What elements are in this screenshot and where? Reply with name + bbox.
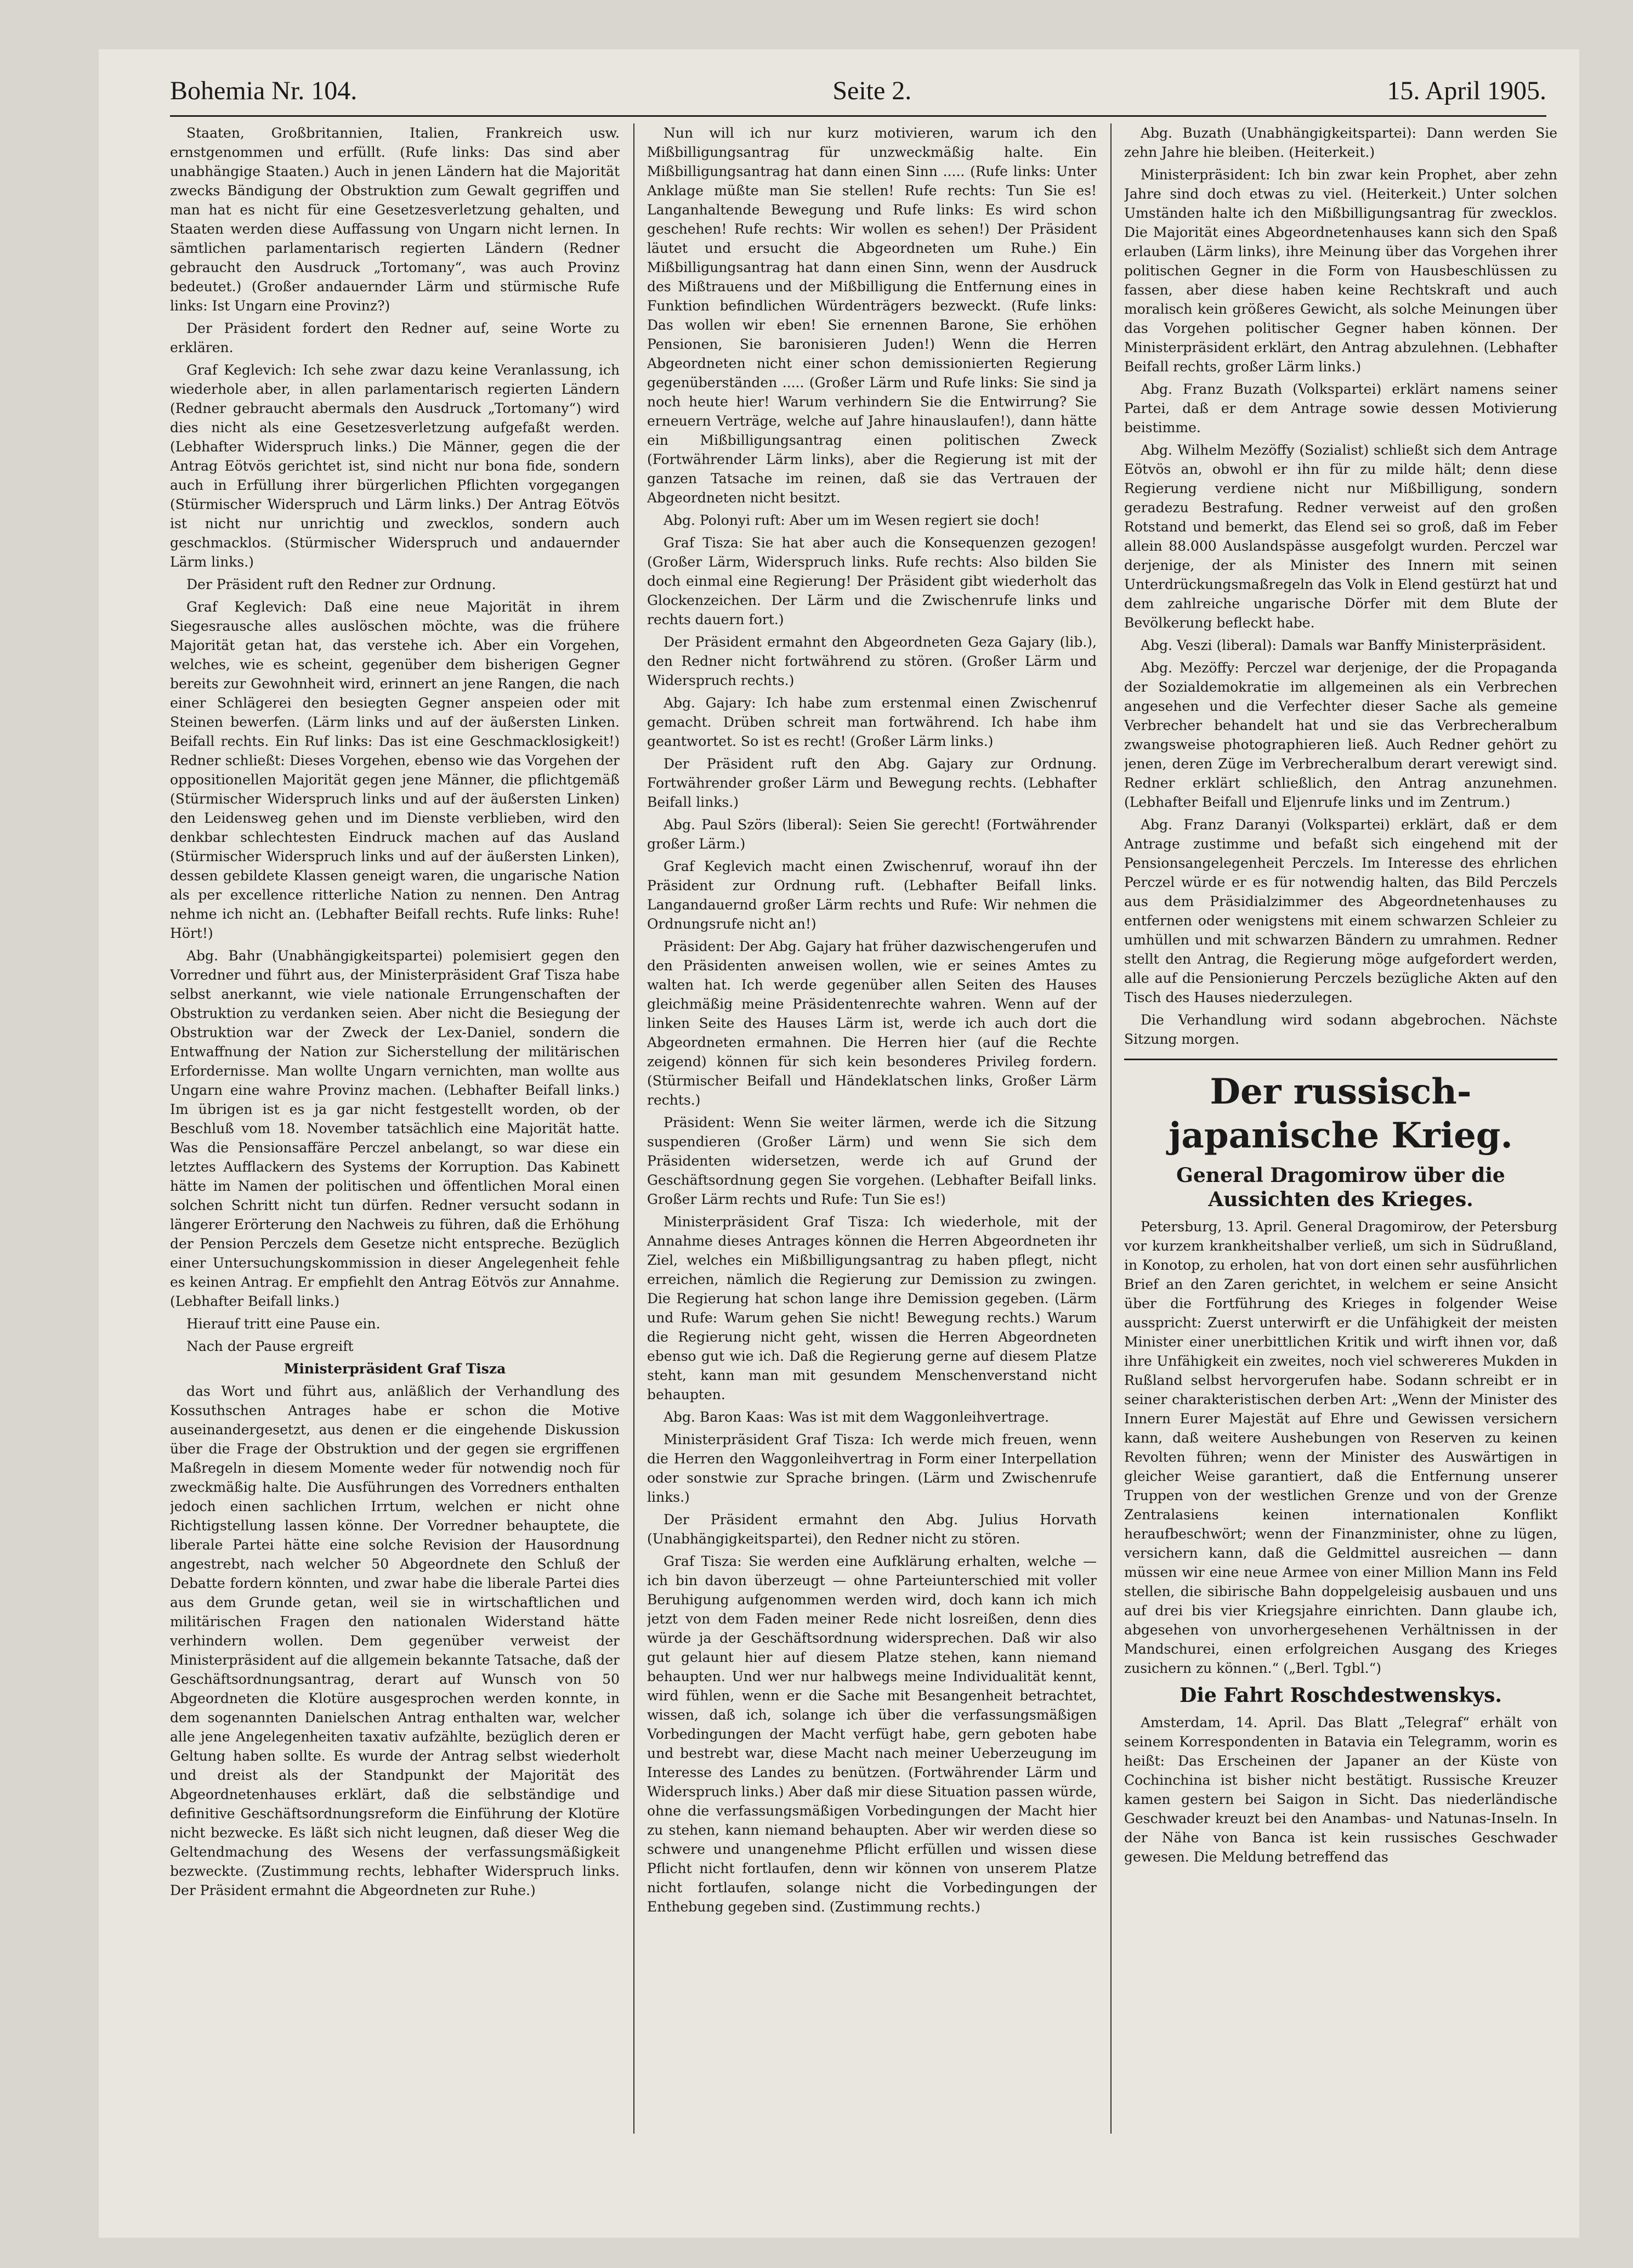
paragraph: Abg. Mezöffy: Perczel war derjenige, der die Propaganda der Sozialdemokratie im allgemeinen als ein Verbrechen angesehen und die Verfechter dieser Sache als gemeine Verbrecher behandelt hat und sie das Verbrecheralbum zwangsweise photographieren ließ. Auch Redner gehört zu jenen, deren Züge im Verbrecheralbum derart verewigt sind. Redner erklärt schließlich, den Antrag anzunehmen. (Lebhafter Beifall und Eljenrufe links und im Zentrum.) — [1124, 660, 1557, 810]
newspaper-page — [99, 49, 1579, 2238]
paragraph: Nun will ich nur kurz motivieren, warum ich den Mißbilligungsantrag für unzweckmäßig halte. Ein Mißbilligungsantrag hat dann einen Sinn ..... (Rufe links: Unter Anklage müßte man Sie stellen! Rufe rechts: Tun Sie es! Langanhaltende Bewegung und Rufe links: Es wird schon geschehen! Rufe rechts: Wir wollen es sehen!) Der Präsident läutet und ersucht die Abgeordneten um Ruhe.) Ein Mißbilligungsantrag hat dann einen Sinn, wenn der Ausdruck des Mißtrauens und der Mißbilligung die Entfernung eines in Funktion befindlichen Würdenträgers bezweckt. (Rufe links: Das wollen wir eben! Sie ernennen Barone, Sie erhöhen Pensionen, Sie baronisieren Juden!) Wenn die Herren Abgeordneten nicht einer schon demissionierten Regierung gegenüberständen ..... (Großer Lärm und Rufe links: Sie sind ja noch heute hier! Warum verhindern Sie die Entwirrung? Sie erneuern Verträge, welche auf Jahre hinauslaufen!), dann hätte ein Mißbilligungsantrag einen politischen Zweck (Fortwährender Lärm links), aber die Regierung ist mit der ganzen Tatsache im reinen, daß sie das Vertrauen der Abgeordneten nicht besitzt. — [647, 125, 1097, 506]
paragraph: Graf Tisza: Sie werden eine Aufklärung erhalten, welche — ich bin davon überzeugt — ohne Parteiunterschied mit voller Beruhigung aufgenommen werden wird, doch kann ich mich jetzt von dem Faden meiner Rede nicht losreißen, denn dies würde ja der Geschäftsordnung widersprechen. Daß wir also gut gelaunt hier auf diesem Platze stehen, kann niemand behaupten. Und wer nur halbwegs meine Individualität kennt, wird fühlen, wenn er die Sache mit Besangenheit betrachtet, wissen, daß ich, solange ich über die verfassungsmäßigen Vorbedingungen der Macht verfügt habe, gern geboten habe und bestrebt war, diese Macht nach meiner Ueberzeugung im Interesse des Landes zu benützen. (Fortwährender Lärm und Widerspruch links.) Aber daß mir diese Situation passen würde, ohne die verfassungsmäßigen Vorbedingungen der Macht hier zu stehen, kann niemand behaupten. Aber wir werden diese so schwere und unangenehme Pflicht erfüllen und wissen diese Pflicht nicht fortlaufen, denn wir können von unserem Platze nicht fortlaufen, solange nicht die Vorbedingungen der Enthebung gegeben sind. (Zustimmung rechts.) — [647, 1553, 1097, 1915]
paragraph: Ministerpräsident Graf Tisza: Ich wiederhole, mit der Annahme dieses Antrages können die Herren Abgeordneten ihr Ziel, welches ein Mißbilligungsantrag zu haben pflegt, nicht erreichen, nämlich die Regierung zur Demission zu zwingen. Die Regierung hat schon lange ihre Demission gegeben. (Lärm und Rufe: Warum gehen Sie nicht! Bewegung rechts.) Warum die Regierung nicht geht, wissen die Herren Abgeordneten ebenso gut wie ich. Daß die Regierung gerne auf diesem Platze steht, kann man mit gesundem Menschenverstand nicht behaupten. — [647, 1214, 1097, 1402]
paragraph: Der Präsident ermahnt den Abg. Julius Horvath (Unabhängigkeitspartei), den Redner nicht zu stören. — [647, 1512, 1097, 1547]
paragraph: Graf Keglevich: Ich sehe zwar dazu keine Veranlassung, ich wiederhole aber, in allen parlamentarisch regierten Ländern (Redner gebraucht abermals den Ausdruck „Tortomany“) wird dies nicht als eine Gesetzesverletzung aufgefaßt werden. (Lebhafter Widerspruch links.) Die Männer, gegen die der Antrag Eötvös gerichtet ist, sind nicht nur bona fide, sondern auch in Erfüllung ihrer bürgerlichen Pflichten vorgegangen (Stürmischer Widerspruch und Lärm links.) Der Antrag Eötvös ist nicht nur unrichtig und zwecklos, sondern auch geschmacklos. (Stürmischer Widerspruch und andauernder Lärm links.) — [170, 362, 620, 570]
paragraph: Petersburg, 13. April. General Dragomirow, der Petersburg vor kurzem krankheitshalber verließ, um sich in Südrußland, in Konotop, zu erholen, hat von dort einen sehr ausführlichen Brief an den Zaren gerichtet, in welchem er seine Ansicht über die Fortführung des Krieges in folgender Weise ausspricht: Zuerst unterwirft er die Unfähigkeit der meisten Minister einer unerbittlichen Kritik und wirft ihnen vor, daß ihre Unfähigkeit ein zweites, noch viel schwereres Mukden in Rußland selbst hervorgerufen habe. Sodann schreibt er in seiner charakteristischen derben Art: „Wenn der Minister des Innern Eurer Majestät auf Ehre und Gewissen versichern kann, daß weitere Aushebungen von Reserven zu keinen Revolten führen; wenn der Minister des Auswärtigen in gleicher Weise garantiert, daß die Entfernung unserer Truppen von der westlichen Grenze und von der Grenze Zentralasiens keinen internationalen Konflikt heraufbeschwört; wenn der Finanzminister, ohne zu lügen, versichern kann, daß die Geldmittel ausreichen — dann müssen wir eine neue Armee von einer Million Mann ins Feld stellen, die sibirische Bahn doppelgeleisig ausbauen und uns auf drei bis vier Kriegsjahre einrichten. Dann glaube ich, abgesehen von unvorhergesehenen Verhältnissen in der Mandschurei, einen erfolgreichen Ausgang des Krieges zusichern zu können.“ („Berl. Tgbl.“) — [1124, 1219, 1557, 1676]
paragraph: Abg. Buzath (Unabhängigkeitspartei): Dann werden Sie zehn Jahre hie bleiben. (Heiterkeit.) — [1124, 125, 1557, 160]
paragraph: Abg. Bahr (Unabhängigkeitspartei) polemisiert gegen den Vorredner und führt aus, der Ministerpräsident Graf Tisza habe selbst anerkannt, wie viele nationale Errungenschaften der Obstruktion zu verdanken seien. Aber nicht die Besiegung der Obstruktion war der Zweck der Lex-Daniel, sondern die Entwaffnung der Nation zur Sicherstellung der militärischen Erfordernisse. Man wollte Ungarn vernichten, man wollte aus Ungarn eine wahre Provinz machen. (Lebhafter Beifall links.) Im übrigen ist es ja gar nicht festgestellt worden, ob der Beschluß vom 18. November tatsächlich eine Majorität hatte. Was die Pensionsaffäre Perczel anbelangt, so war diese ein letztes Aufflackern des Systems der Korruption. Das Kabinett hätte im Namen der politischen und öffentlichen Moral einen solchen Schritt nicht tun dürfen. Redner versucht sodann in längerer Erörterung den Nachweis zu führen, daß die Erhöhung der Pension Perczels dem Gesetze nicht entspreche. Bezüglich einer Untersuchungskommission in dieser Angelegenheit fehle es keinen Antrag. Er empfiehlt den Antrag Eötvös zur Annahme. (Lebhafter Beifall links.) — [170, 948, 620, 1309]
paragraph: Abg. Wilhelm Mezöffy (Sozialist) schließt sich dem Antrage Eötvös an, obwohl er ihn für zu milde hält; denn diese Regierung verdiene nicht nur Mißbilligung, sondern geradezu Bestrafung. Redner verweist auf den großen Rotstand und bemerkt, das Elend sei so groß, daß im Feber allein 88.000 Auslandspässe ausgefolgt wurden. Perczel war derjenige, der als Minister des Innern mit seinen Unterdrückungsmaßregeln das Volk in Elend gestürzt hat und dem zahlreiche ungarische Dörfer mit dem Blute der Bevölkerung befleckt habe. — [1124, 442, 1557, 631]
paragraph: Abg. Polonyi ruft: Aber um im Wesen regiert sie doch! — [664, 512, 1040, 528]
paragraph: Abg. Franz Daranyi (Volkspartei) erklärt, daß er dem Antrage zustimme und befaßt sich eingehend mit der Pensionsangelegenheit Perczels. Im Interesse des ehrlichen Perczel würde er es für notwendig halten, das Bild Perczels aus dem Präsidialzimmer des Abgeordnetenhauses zu entfernen oder wenigstens mit einem schwarzen Schleier zu umhüllen und mit schwarzen Bändern zu umrahmen. Redner stellt den Antrag, die Regierung möge aufgefordert werden, alle auf die Pensionierung Perczels bezügliche Akten auf den Tisch des Hauses niederzulegen. — [1124, 817, 1557, 1005]
paragraph: Ministerpräsident Graf Tisza: Ich werde mich freuen, wenn die Herren den Waggonleihvertrag in Form einer Interpellation oder sonstwie zur Sprache bringen. (Lärm und Zwischenrufe links.) — [647, 1432, 1097, 1505]
column-rule-1 — [633, 123, 634, 2134]
paragraph: Abg. Baron Kaas: Was ist mit dem Waggonleihvertrage. — [664, 1409, 1050, 1425]
paragraph: Amsterdam, 14. April. Das Blatt „Telegraf“ erhält von seinem Korrespondenten in Batavia ein Telegramm, worin es heißt: Das Erscheinen der Japaner an der Küste von Cochinchina ist bisher nicht bestätigt. Russische Kreuzer kamen gestern bei Saigon in Sicht. Das niederländische Geschwader kreuzt bei den Anambas- und Natunas-Inseln. In der Nähe von Banca ist kein russisches Geschwader gewesen. Die Meldung betreffend das — [1124, 1715, 1557, 1865]
article-subheadline: General Dragomirow über die Aussichten des Krieges. — [1176, 1164, 1505, 1211]
column-rule-2 — [1110, 123, 1112, 2134]
header-issue: Bohemia Nr. 104. — [170, 76, 358, 105]
column-1 — [170, 123, 620, 2134]
page-header — [170, 66, 1546, 117]
paragraph: Die Verhandlung wird sodann abgebrochen. Nächste Sitzung morgen. — [1124, 1012, 1557, 1047]
paragraph: Ministerpräsident: Ich bin zwar kein Prophet, aber zehn Jahre sind doch etwas zu viel. (Heiterkeit.) Unter solchen Umständen halte ich den Mißbilligungsantrag für zwecklos. Die Majorität eines Abgeordnetenhauses kann sich den Spaß erlauben (Lärm links), ihre Meinung über das Vorgehen ihrer politischen Gegner in die Form von Hausbeschlüssen zu fassen, aber diese haben keine Rechtskraft und auch moralisch kein größeres Gewicht, als solche Meinungen über das Vorgehen politischer Gegner haben können. Der Ministerpräsident erklärt, den Antrag abzulehnen. (Lebhafter Beifall rechts, großer Lärm links.) — [1124, 167, 1557, 375]
article-subheadline: Die Fahrt Roschdestwenskys. — [1180, 1684, 1502, 1707]
column-2 — [647, 123, 1097, 2134]
paragraph: Graf Tisza: Sie hat aber auch die Konsequenzen gezogen! (Großer Lärm, Widerspruch links. Rufe rechts: Also bilden Sie doch einmal eine Regierung! Der Präsident gibt wiederholt das Glockenzeichen. Der Lärm und die Zwischenrufe links und rechts dauern fort.) — [647, 535, 1097, 627]
paragraph: Graf Keglevich macht einen Zwischenruf, worauf ihn der Präsident zur Ordnung ruft. (Lebhafter Beifall links. Langandauernd großer Lärm rechts und Rufe: Wir nehmen die Ordnungsrufe nicht an!) — [647, 858, 1097, 932]
section-headline: Der russisch-japanische Krieg. — [1169, 1071, 1513, 1156]
paragraph: Graf Keglevich: Daß eine neue Majorität in ihrem Siegesrausche alles auslöschen möchte, was die frühere Majorität getan hat, das verstehe ich. Aber ein Vorgehen, welches, wie es scheint, gegenüber dem bisherigen Gegner bereits zur Gewohnheit wird, erinnert an jene Rangen, die nach einer Schlägerei den besiegten Gegner anspeien oder mit Steinen bewerfen. (Lärm links und auf der äußersten Linken. Beifall rechts. Ein Ruf links: Das ist eine Geschmacklosigkeit!) Redner schließt: Dieses Vorgehen, ebenso wie das Vorgehen der oppositionellen Majorität gegen jene Männer, die pflichtgemäß (Stürmischer Widerspruch links und auf der äußersten Linken) den Leidensweg gehen und im Dienste verblieben, wird den denkbar schlechtesten Eindruck machen auf das Ausland (Stürmischer Widerspruch links und auf der äußersten Linken), dessen gebildete Klassen geneigt waren, die ungarische Nation als per excellence ritterliche Nation zu nennen. Den Antrag nehme ich nicht an. (Lebhafter Beifall rechts. Rufe links: Ruhe! Hört!) — [170, 599, 620, 941]
paragraph: Präsident: Der Abg. Gajary hat früher dazwischengerufen und den Präsidenten anweisen wollen, wie er seines Amtes zu walten hat. Ich werde gegenüber allen Seiten des Hauses gleichmäßig meine Präsidentenrechte wahren. Wenn auf der linken Seite des Hauses Lärm ist, werde ich auch dort die Abgeordneten ermahnen. Die Herren hier (auf die Rechte zeigend) können für sich kein besonderes Privileg fordern. (Stürmischer Beifall und Händeklatschen links, Großer Lärm rechts.) — [647, 938, 1097, 1108]
paragraph: das Wort und führt aus, anläßlich der Verhandlung des Kossuthschen Antrages habe er schon die Motive auseinandergesetzt, aus denen er die eingehende Diskussion über die Frage der Obstruktion und der gegen sie ergriffenen Maßregeln in diesem Momente weder für notwendig noch für zweckmäßig halte. Die Ausführungen des Vorredners enthalten jedoch einen sachlichen Irrtum, welchen er nicht ohne Richtigstellung lassen könne. Der Vorredner behauptete, die liberale Partei hätte eine solche Revision der Hausordnung angestrebt, nach welcher 50 Abgeordnete den Schluß der Debatte fordern könnten, und zwar habe die liberale Partei dies aus dem Grunde getan, weil sie in wirtschaftlichen und militärischen Fragen den nationalen Widerstand hätte verhindern wollen. Dem gegenüber verweist der Ministerpräsident auf die allgemein bekannte Tatsache, daß der Geschäftsordnungsantrag, derart auf Wunsch von 50 Abgeordneten die Klotüre ausgesprochen werden konnte, in dem sogenannten Danielschen Antrag enthalten war, welcher alle jene Angelegenheiten taxativ aufzählte, bezüglich deren er Geltung haben sollte. Es wurde der Antrag selbst wiederholt und dreist als der Standpunkt der Majorität des Abgeordnetenhauses erklärt, daß die selbständige und definitive Geschäftsordnungsreform die Einführung der Klotüre nicht bezwecke. Es läßt sich nicht leugnen, daß dieser Weg die Geltendmachung des Wesens der verfassungsmäßigkeit bezweckte. (Zustimmung rechts, lebhafter Widerspruch links. Der Präsident ermahnt die Abgeordneten zur Ruhe.) — [170, 1383, 620, 1898]
paragraph: Der Präsident fordert den Redner auf, seine Worte zu erklären. — [170, 320, 620, 355]
paragraph: Präsident: Wenn Sie weiter lärmen, werde ich die Sitzung suspendieren (Großer Lärm) und wenn Sie sich dem Präsidenten widersetzen, werde ich auf Grund der Geschäftsordnung gegen Sie vorgehen. (Lebhafter Beifall links. Großer Lärm rechts und Rufe: Tun Sie es!) — [647, 1115, 1097, 1207]
paragraph: Nach der Pause ergreift — [186, 1338, 354, 1354]
header-date: 15. April 1905. — [1387, 76, 1546, 105]
paragraph: Der Präsident ruft den Redner zur Ordnung. — [186, 576, 496, 592]
paragraph: Der Präsident ermahnt den Abgeordneten Geza Gajary (lib.), den Redner nicht fortwährend zu stören. (Großer Lärm und Widerspruch rechts.) — [647, 634, 1097, 688]
paragraph: Abg. Veszi (liberal): Damals war Banffy Ministerpräsident. — [1141, 637, 1546, 653]
paragraph: Der Präsident ruft den Abg. Gajary zur Ordnung. Fortwährender großer Lärm und Bewegung rechts. (Lebhafter Beifall links.) — [647, 756, 1097, 810]
section-divider — [1124, 1059, 1557, 1060]
paragraph: Abg. Gajary: Ich habe zum erstenmal einen Zwischenruf gemacht. Drüben schreit man fortwährend. Ich habe ihm geantwortet. So ist es recht! (Großer Lärm links.) — [647, 695, 1097, 749]
paragraph: Staaten, Großbritannien, Italien, Frankreich usw. ernstgenommen und erfüllt. (Rufe links: Das sind aber unabhängige Staaten.) Auch in jenen Ländern hat die Majorität zwecks Bändigung der Obstruktion zum Gewalt gegriffen und man hat es nicht für eine Gesetzesverletzung gehalten, und Staaten werden diese Auffassung von Ungarn nicht lernen. In sämtlichen parlamentarisch regierten Ländern (Redner gebraucht den Ausdruck „Tortomany“, was auch Provinz bedeutet.) (Großer andauernder Lärm und stürmische Rufe links: Ist Ungarn eine Provinz?) — [170, 125, 620, 314]
speaker-heading: Ministerpräsident Graf Tisza — [283, 1361, 506, 1377]
paragraph: Hierauf tritt eine Pause ein. — [186, 1316, 381, 1332]
paragraph: Abg. Paul Szörs (liberal): Seien Sie gerecht! (Fortwährender großer Lärm.) — [647, 817, 1097, 852]
column-3 — [1124, 123, 1557, 2134]
header-page-number: Seite 2. — [832, 76, 912, 105]
paragraph: Abg. Franz Buzath (Volkspartei) erklärt namens seiner Partei, daß er dem Antrage sowie dessen Motivierung beistimme. — [1124, 381, 1557, 435]
